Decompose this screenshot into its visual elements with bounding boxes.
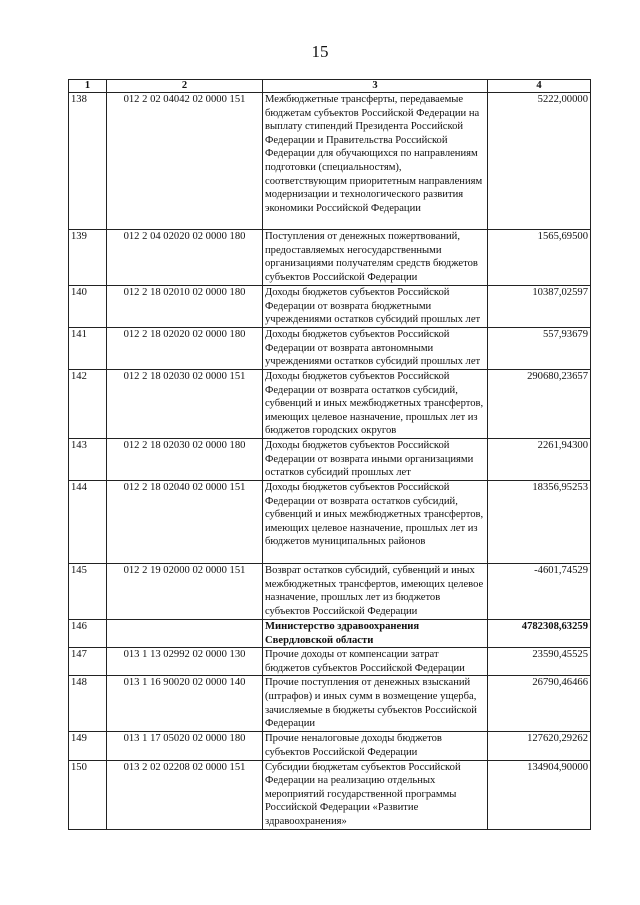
row-number: 141 [69,328,107,370]
revenue-description: Межбюджетные трансферты, передаваемые бюджетам субъектов Российской Федерации на выплату стипендий Президента Российской Федерации и Правительства Российской Федерации для обучающихся по направлениям подготовки (специальностям), соответствующим приоритетным направлениям модернизации и технологического развития экономики Российской Федерации [263,93,488,230]
revenue-description: Прочие поступления от денежных взысканий (штрафов) и иных сумм в возмещение ущерба, зачисляемые в бюджеты субъектов Российской Федерации [263,676,488,732]
budget-code: 012 2 18 02040 02 0000 151 [107,481,263,564]
table-header-row [69,80,591,93]
budget-code: 012 2 18 02030 02 0000 151 [107,370,263,439]
row-number: 142 [69,370,107,439]
revenue-description: Доходы бюджетов субъектов Российской Федерации от возврата остатков субсидий, субвенций и иных межбюджетных трансфертов, имеющих целевое назначение, прошлых лет из бюджетов муниципальных районов [263,481,488,564]
table-row [69,676,591,732]
amount: 18356,95253 [488,481,591,564]
column-header-3: 3 [263,80,488,93]
revenue-description: Поступления от денежных пожертвований, предоставляемых негосударственными организациями получателям средств бюджетов субъектов Российской Федерации [263,230,488,286]
row-number: 150 [69,760,107,829]
table-row [69,760,591,829]
amount: 134904,90000 [488,760,591,829]
amount: 127620,29262 [488,732,591,760]
revenue-description: Доходы бюджетов субъектов Российской Федерации от возврата автономными учреждениями остатков субсидий прошлых лет [263,328,488,370]
revenue-description: Доходы бюджетов субъектов Российской Федерации от возврата остатков субсидий, субвенций и иных межбюджетных трансфертов, имеющих целевое назначение, прошлых лет из бюджетов городских округов [263,370,488,439]
budget-code: 013 2 02 02208 02 0000 151 [107,760,263,829]
ministry-total-amount: 4782308,63259 [488,620,591,648]
row-number: 147 [69,648,107,676]
row-number: 143 [69,439,107,481]
table-row [69,648,591,676]
table-row [69,328,591,370]
budget-code: 012 2 18 02030 02 0000 180 [107,439,263,481]
budget-code: 012 2 18 02020 02 0000 180 [107,328,263,370]
table-row [69,93,591,230]
revenue-description: Прочие неналоговые доходы бюджетов субъектов Российской Федерации [263,732,488,760]
table-row [69,230,591,286]
revenue-description: Доходы бюджетов субъектов Российской Федерации от возврата бюджетными учреждениями остатков субсидий прошлых лет [263,286,488,328]
budget-code [107,620,263,648]
page-number: 15 [311,42,329,61]
table-row [69,564,591,620]
row-number: 146 [69,620,107,648]
table-body [69,93,591,830]
row-number: 140 [69,286,107,328]
revenue-description: Прочие доходы от компенсации затрат бюджетов субъектов Российской Федерации [263,648,488,676]
budget-code: 013 1 16 90020 02 0000 140 [107,676,263,732]
column-header-4: 4 [488,80,591,93]
budget-code: 013 1 17 05020 02 0000 180 [107,732,263,760]
amount: 5222,00000 [488,93,591,230]
table-row [69,620,591,648]
budget-code: 012 2 04 02020 02 0000 180 [107,230,263,286]
revenue-description: Доходы бюджетов субъектов Российской Федерации от возврата иными организациями остатков субсидий прошлых лет [263,439,488,481]
table-row [69,481,591,564]
row-number: 138 [69,93,107,230]
amount: -4601,74529 [488,564,591,620]
table-row [69,370,591,439]
amount: 23590,45525 [488,648,591,676]
amount: 1565,69500 [488,230,591,286]
table-row [69,286,591,328]
row-number: 144 [69,481,107,564]
row-number: 149 [69,732,107,760]
budget-code: 012 2 19 02000 02 0000 151 [107,564,263,620]
revenue-description: Возврат остатков субсидий, субвенций и иных межбюджетных трансфертов, имеющих целевое назначение, прошлых лет из бюджетов субъектов Российской Федерации [263,564,488,620]
budget-code: 012 2 02 04042 02 0000 151 [107,93,263,230]
amount: 290680,23657 [488,370,591,439]
row-number: 139 [69,230,107,286]
amount: 557,93679 [488,328,591,370]
budget-code: 013 1 13 02992 02 0000 130 [107,648,263,676]
table-row [69,439,591,481]
row-number: 145 [69,564,107,620]
column-header-1: 1 [69,80,107,93]
ministry-heading: Министерство здравоохранения Свердловской области [263,620,488,648]
table-row [69,732,591,760]
budget-code: 012 2 18 02010 02 0000 180 [107,286,263,328]
amount: 10387,02597 [488,286,591,328]
amount: 2261,94300 [488,439,591,481]
column-header-2: 2 [107,80,263,93]
budget-table [68,79,591,830]
row-number: 148 [69,676,107,732]
amount: 26790,46466 [488,676,591,732]
revenue-description: Субсидии бюджетам субъектов Российской Федерации на реализацию отдельных мероприятий государственной программы Российской Федерации «Развитие здравоохранения» [263,760,488,829]
